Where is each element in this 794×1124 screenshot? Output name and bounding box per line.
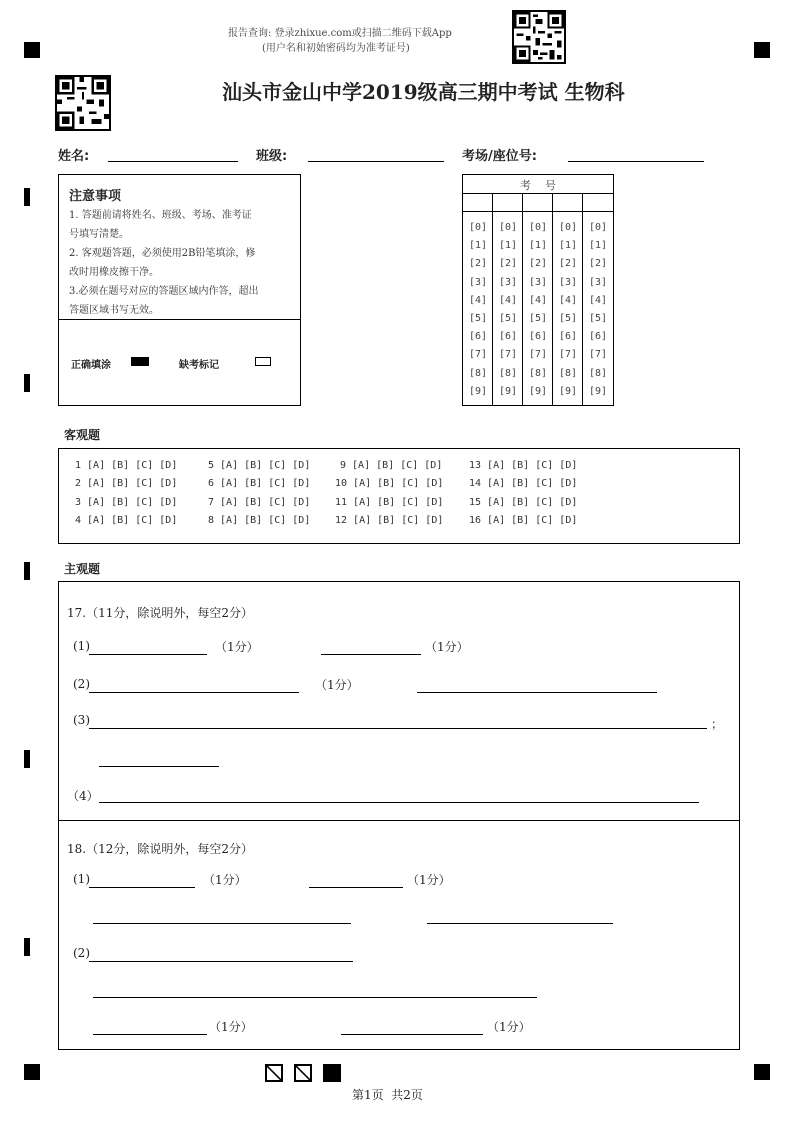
digit-bubble[interactable]: [3] (528, 276, 548, 288)
exam-digit-column-2[interactable] (493, 219, 523, 401)
q17-part2-label: (2) (73, 677, 90, 691)
notice-divider (59, 319, 300, 320)
subjective-title: 主观题 (64, 562, 101, 576)
page-code-box-crossed (265, 1064, 283, 1082)
exam-digit-column-4[interactable] (553, 219, 583, 401)
objective-item[interactable]: 7 [A] [B] [C] [D] (208, 497, 311, 508)
name-field[interactable] (108, 161, 238, 162)
qr-code-icon[interactable] (512, 10, 566, 64)
digit-bubble[interactable]: [6] (468, 331, 488, 343)
timing-mark (24, 374, 30, 392)
digit-bubble[interactable]: [6] (498, 331, 518, 343)
digit-bubble[interactable]: [3] (588, 276, 608, 288)
qr-code-icon (55, 75, 111, 131)
q18-answer-blank[interactable] (93, 923, 351, 924)
digit-bubble[interactable]: [5] (468, 312, 488, 324)
digit-bubble[interactable]: [1] (498, 240, 518, 252)
name-label: 姓名: (58, 149, 90, 164)
objective-box (58, 448, 740, 544)
q18-answer-blank[interactable] (93, 997, 537, 998)
digit-bubble[interactable]: [5] (558, 312, 578, 324)
q18-score-note: （1分） (203, 873, 247, 887)
notice-line: 2. 客观题答题，必须使用2B铅笔填涂，修 (69, 248, 256, 259)
notice-line: 改时用橡皮擦干净。 (69, 267, 159, 278)
report-query-text: 报告查询: 登录zhixue.com或扫描二维码下载App (228, 28, 452, 39)
correct-fill-label: 正确填涂 (71, 360, 111, 371)
objective-item[interactable]: 11 [A] [B] [C] [D] (335, 497, 444, 508)
absent-mark-label: 缺考标记 (179, 360, 219, 371)
q18-part1-label: (1) (73, 872, 90, 886)
digit-bubble[interactable]: [4] (588, 294, 608, 306)
digit-bubble[interactable]: [4] (498, 294, 518, 306)
class-field[interactable] (308, 161, 444, 162)
objective-item[interactable]: 3 [A] [B] [C] [D] (75, 497, 178, 508)
corner-mark-bottom-left (24, 1064, 40, 1080)
digit-bubble[interactable]: [8] (528, 367, 548, 379)
correct-fill-sample (131, 357, 149, 366)
digit-bubble[interactable]: [9] (468, 385, 488, 397)
q17-part3-label: (3) (73, 713, 90, 727)
q18-score-note: （1分） (209, 1020, 253, 1034)
page-number: 第1页 共2页 (352, 1088, 423, 1102)
digit-bubble[interactable]: [3] (468, 276, 488, 288)
objective-item[interactable]: 16 [A] [B] [C] [D] (469, 515, 578, 526)
q17-score-note: （1分） (215, 640, 259, 654)
q17-part4-label: （4） (67, 789, 99, 803)
digit-bubble[interactable]: [7] (558, 349, 578, 361)
q17-score-note: （1分） (315, 678, 359, 692)
digit-bubble[interactable]: [1] (528, 240, 548, 252)
digit-bubble[interactable]: [4] (528, 294, 548, 306)
seat-field[interactable] (568, 161, 704, 162)
objective-item[interactable]: 5 [A] [B] [C] [D] (208, 460, 311, 471)
q17-answer-blank[interactable] (321, 654, 421, 655)
digit-bubble[interactable]: [0] (528, 222, 548, 233)
q18-answer-blank[interactable] (89, 961, 353, 962)
exam-number-header: 考 号 (520, 179, 556, 192)
exam-digit-column-1[interactable] (463, 219, 493, 401)
question-17-box (58, 581, 740, 821)
digit-bubble[interactable]: [3] (558, 276, 578, 288)
objective-item[interactable]: 9 [A] [B] [C] [D] (340, 460, 443, 471)
exam-number-grid (462, 174, 614, 406)
q17-answer-blank[interactable] (89, 728, 707, 729)
digit-bubble[interactable]: [4] (468, 294, 488, 306)
exam-digit-column-3[interactable] (523, 219, 553, 401)
digit-bubble[interactable]: [2] (588, 258, 608, 270)
digit-bubble[interactable]: [2] (528, 258, 548, 270)
page-code-box-filled (323, 1064, 341, 1082)
digit-bubble[interactable]: [6] (528, 331, 548, 343)
question-18-box (58, 820, 740, 1050)
q17-header: 17.（11分，除说明外，每空2分） (67, 606, 253, 620)
seat-label: 考场/座位号: (462, 149, 537, 164)
digit-bubble[interactable]: [7] (468, 349, 488, 361)
objective-title: 客观题 (64, 428, 101, 442)
timing-mark (24, 938, 30, 956)
q17-answer-blank[interactable] (99, 802, 699, 803)
digit-bubble[interactable]: [2] (558, 258, 578, 270)
q17-part1-label: (1) (73, 639, 90, 653)
q18-answer-blank[interactable] (341, 1034, 483, 1035)
q17-semicolon: ； (711, 717, 724, 731)
objective-item[interactable]: 13 [A] [B] [C] [D] (469, 460, 578, 471)
q18-score-note: （1分） (487, 1020, 531, 1034)
q18-answer-blank[interactable] (89, 887, 195, 888)
notice-line: 号填写清楚。 (69, 229, 129, 240)
q18-score-note: （1分） (407, 873, 451, 887)
q17-answer-blank[interactable] (417, 692, 657, 693)
digit-bubble[interactable]: [6] (558, 331, 578, 343)
digit-bubble[interactable]: [0] (468, 222, 488, 233)
q18-answer-blank[interactable] (427, 923, 613, 924)
digit-bubble[interactable]: [9] (498, 385, 518, 397)
corner-mark-bottom-right (754, 1064, 770, 1080)
objective-item[interactable]: 2 [A] [B] [C] [D] (75, 478, 178, 489)
digit-bubble[interactable]: [7] (528, 349, 548, 361)
corner-mark-top-right (754, 42, 770, 58)
digit-bubble[interactable]: [8] (498, 367, 518, 379)
digit-bubble[interactable]: [9] (558, 385, 578, 397)
absent-mark-checkbox[interactable] (255, 357, 271, 366)
digit-bubble[interactable]: [1] (588, 240, 608, 252)
digit-bubble[interactable]: [5] (528, 312, 548, 324)
digit-bubble[interactable]: [0] (558, 222, 578, 233)
q17-answer-blank[interactable] (99, 766, 219, 767)
corner-mark-top-left (24, 42, 40, 58)
digit-bubble[interactable]: [8] (588, 367, 608, 379)
notice-line: 3.必须在题号对应的答题区域内作答，超出 (69, 286, 259, 297)
objective-item[interactable]: 6 [A] [B] [C] [D] (208, 478, 311, 489)
objective-item[interactable]: 8 [A] [B] [C] [D] (208, 515, 311, 526)
objective-item[interactable]: 10 [A] [B] [C] [D] (335, 478, 444, 489)
timing-mark (24, 188, 30, 206)
digit-bubble[interactable]: [5] (588, 312, 608, 324)
timing-mark (24, 750, 30, 768)
objective-item[interactable]: 14 [A] [B] [C] [D] (469, 478, 578, 489)
q18-header: 18.（12分，除说明外，每空2分） (67, 842, 253, 856)
page-code-box-crossed (294, 1064, 312, 1082)
digit-bubble[interactable]: [1] (468, 240, 488, 252)
digit-bubble[interactable]: [5] (498, 312, 518, 324)
objective-item[interactable]: 15 [A] [B] [C] [D] (469, 497, 578, 508)
digit-bubble[interactable]: [0] (498, 222, 518, 233)
digit-bubble[interactable]: [8] (468, 367, 488, 379)
digit-bubble[interactable]: [7] (588, 349, 608, 361)
digit-bubble[interactable]: [0] (588, 222, 608, 233)
objective-item[interactable]: 12 [A] [B] [C] [D] (335, 515, 444, 526)
q18-answer-blank[interactable] (93, 1034, 207, 1035)
digit-bubble[interactable]: [3] (498, 276, 518, 288)
digit-bubble[interactable]: [7] (498, 349, 518, 361)
notice-line: 1. 答题前请将姓名、班级、考场、准考证 (69, 210, 252, 221)
digit-bubble[interactable]: [1] (558, 240, 578, 252)
digit-bubble[interactable]: [9] (528, 385, 548, 397)
objective-item[interactable]: 1 [A] [B] [C] [D] (75, 460, 178, 471)
report-login-hint: (用户名和初始密码均为准考证号) (262, 43, 410, 54)
page-title: 汕头市金山中学2019级高三期中考试 生物科 (222, 80, 625, 104)
digit-bubble[interactable]: [4] (558, 294, 578, 306)
digit-bubble[interactable]: [6] (588, 331, 608, 343)
notice-box (58, 174, 301, 406)
class-label: 班级: (256, 149, 288, 164)
digit-bubble[interactable]: [8] (558, 367, 578, 379)
q18-answer-blank[interactable] (309, 887, 403, 888)
timing-mark (24, 562, 30, 580)
digit-bubble[interactable]: [2] (468, 258, 488, 270)
notice-title: 注意事项 (69, 189, 122, 204)
q17-score-note: （1分） (425, 640, 469, 654)
exam-digit-column-5[interactable] (583, 219, 613, 401)
digit-bubble[interactable]: [2] (498, 258, 518, 270)
q18-part2-label: (2) (73, 946, 90, 960)
q17-answer-blank[interactable] (89, 654, 207, 655)
notice-line: 答题区域书写无效。 (69, 305, 159, 316)
q17-answer-blank[interactable] (89, 692, 299, 693)
digit-bubble[interactable]: [9] (588, 385, 608, 397)
objective-item[interactable]: 4 [A] [B] [C] [D] (75, 515, 178, 526)
